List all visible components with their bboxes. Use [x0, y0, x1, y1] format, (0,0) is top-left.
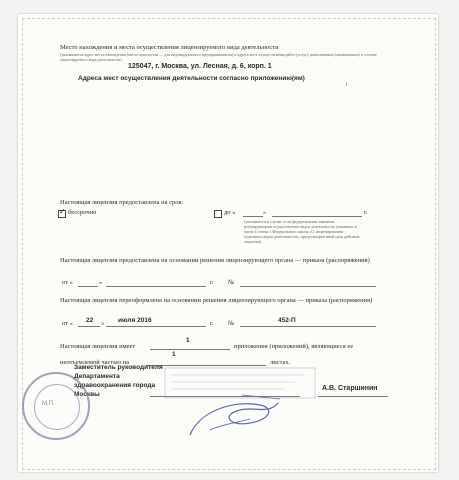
reissue-month-year: июля 2016 — [118, 317, 152, 324]
signatory-position-4: Москвы — [74, 391, 100, 398]
annex-line1-prefix: Настоящая лицензия имеет — [60, 343, 136, 350]
indefinite-label: бессрочно — [68, 209, 97, 216]
signatory-position-3: здравоохранения города — [74, 382, 156, 389]
reissue-label: Настоящая лицензия переоформлена на основании решения лицензирующего органа — приказа (распоряжения) — [60, 297, 373, 304]
location-label: Место нахождения и места осуществления лицензируемого вида деятельности — [60, 44, 279, 51]
until-prefix: до « — [224, 209, 236, 216]
until-day-line — [243, 216, 263, 217]
annex-line2-prefix: неотъемлемой частью на — [60, 359, 130, 366]
appendix-mark: 1 — [345, 83, 348, 88]
handwritten-signature-icon — [180, 375, 290, 445]
term-label: Настоящая лицензия предоставлена на срок: — [60, 199, 184, 206]
appendix-title: Адреса мест осуществления деятельности согласно приложению(ям) — [78, 75, 305, 82]
signatory-name: А.В. Старшинин — [322, 385, 378, 392]
annex-line1-count: 1 — [186, 337, 190, 344]
basis-label: Настоящая лицензия предоставлена на основании решения лицензирующего органа — приказа (распоряжения) — [60, 257, 370, 264]
signatory-position-2: Департамента — [74, 373, 120, 380]
basis-day-line — [78, 286, 98, 287]
reissue-number-sign: № — [228, 320, 235, 327]
term-note: (указывается в случае, если федеральными законами, регулирующими осуществление видов деятельности, указанных в части 4 статьи 1 Федерального закона «О лицензировании отдельных видов деятельности», предусмотрен иной срок действия лицензии) — [244, 219, 360, 244]
reissue-day: 22 — [86, 317, 94, 324]
until-month-line — [272, 216, 362, 217]
signatory-position-1: Заместитель руководителя — [74, 364, 163, 371]
basis-number-sign: № — [228, 279, 235, 286]
basis-date-line — [106, 286, 206, 287]
annex-line1-suffix: приложения (приложений), являющиеся ее — [234, 343, 354, 350]
until-suffix: г. — [364, 209, 368, 216]
reissue-from: от « — [62, 320, 73, 327]
stamp-label: М.П. — [42, 401, 55, 407]
until-checkbox — [214, 210, 222, 218]
basis-number-line — [240, 286, 376, 287]
address-text: 125047, г. Москва, ул. Лесная, д. 6, корп. 1 — [128, 63, 272, 70]
checkmark-icon: ✓ — [59, 207, 66, 216]
annex-line2-count: 1 — [172, 351, 176, 358]
indefinite-checkbox — [58, 207, 66, 218]
reissue-number: 452-П — [278, 317, 296, 324]
basis-from: от « — [62, 279, 73, 286]
annex-line2-suffix: листах. — [270, 359, 291, 366]
official-seal-icon — [22, 372, 90, 440]
location-note: (указываются адрес места нахождения (места жительства — для индивидуального предпринимателя) и адреса мест осуществления работ (услуг), выполняемых (оказываемых) в составе лицензируемого вида деятельности) — [60, 52, 377, 62]
